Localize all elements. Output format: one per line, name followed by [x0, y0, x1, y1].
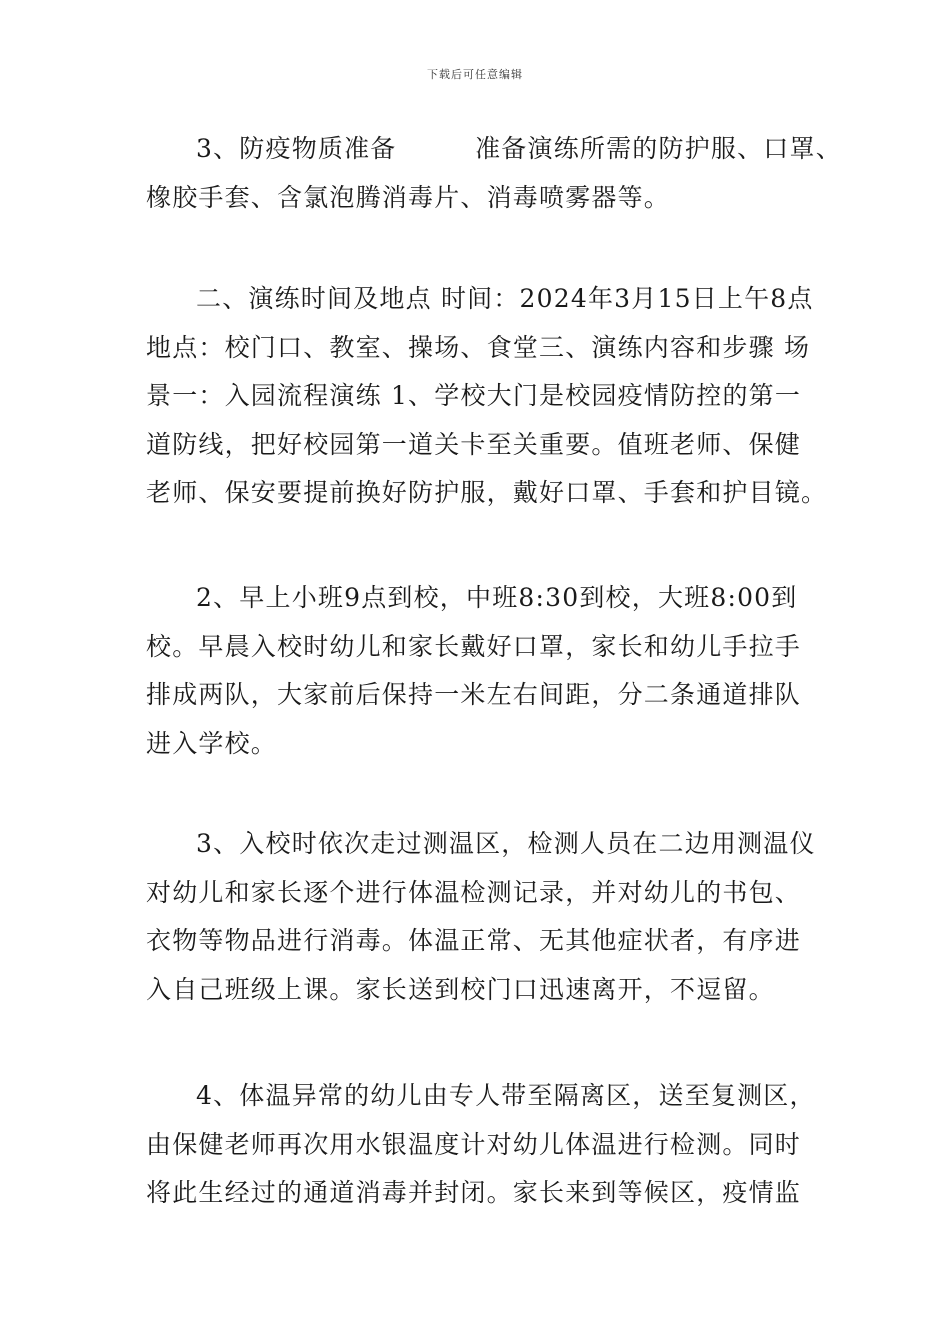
text-line: 校。早晨入校时幼儿和家长戴好口罩，家长和幼儿手拉手 — [146, 631, 802, 661]
text-line: 二、演练时间及地点 时间：2024年3月15日上午8点 — [196, 284, 814, 313]
paragraph-temperature-check — [146, 820, 816, 1014]
text-line: 排成两队，大家前后保持一米左右间距，分二条通道排队 — [146, 680, 802, 709]
text-line: 进入学校。 — [146, 728, 278, 758]
text-line: 入自己班级上课。家长送到校门口迅速离开，不逗留。 — [146, 974, 775, 1004]
text-line: 老师、保安要提前换好防护服，戴好口罩、手套和护目镜。 — [146, 478, 828, 507]
text-line: 3、防疫物质准备 准备演练所需的防护服、口罩、 — [196, 134, 842, 163]
text-line: 道防线，把好校园第一道关卡至关重要。值班老师、保健 — [146, 429, 802, 459]
text-line: 对幼儿和家长逐个进行体温检测记录，并对幼儿的书包、 — [146, 877, 802, 907]
text-line: 景一：入园流程演练 1、学校大门是校园疫情防控的第一 — [146, 381, 802, 410]
text-line: 橡胶手套、含氯泡腾消毒片、消毒喷雾器等。 — [146, 182, 671, 212]
paragraph-arrival — [146, 574, 811, 768]
paragraph-time-location — [146, 275, 828, 518]
text-line: 3、入校时依次走过测温区，检测人员在二边用测温仪 — [196, 829, 816, 858]
paragraph-abnormal-temperature — [146, 1072, 816, 1218]
text-line: 衣物等物品进行消毒。体温正常、无其他症状者，有序进 — [146, 926, 802, 955]
paragraph-supplies — [146, 125, 842, 222]
text-line: 由保健老师再次用水银温度计对幼儿体温进行检测。同时 — [146, 1129, 802, 1159]
text-line: 地点：校门口、教室、操场、食堂三、演练内容和步骤 场 — [146, 332, 811, 362]
page-header: 下载后可任意编辑 — [427, 68, 523, 81]
text-line: 将此生经过的通道消毒并封闭。家长来到等候区，疫情监 — [146, 1178, 802, 1207]
text-line: 2、早上小班9点到校，中班8:30到校，大班8:00到 — [196, 583, 798, 612]
text-line: 4、体温异常的幼儿由专人带至隔离区，送至复测区， — [196, 1081, 816, 1110]
